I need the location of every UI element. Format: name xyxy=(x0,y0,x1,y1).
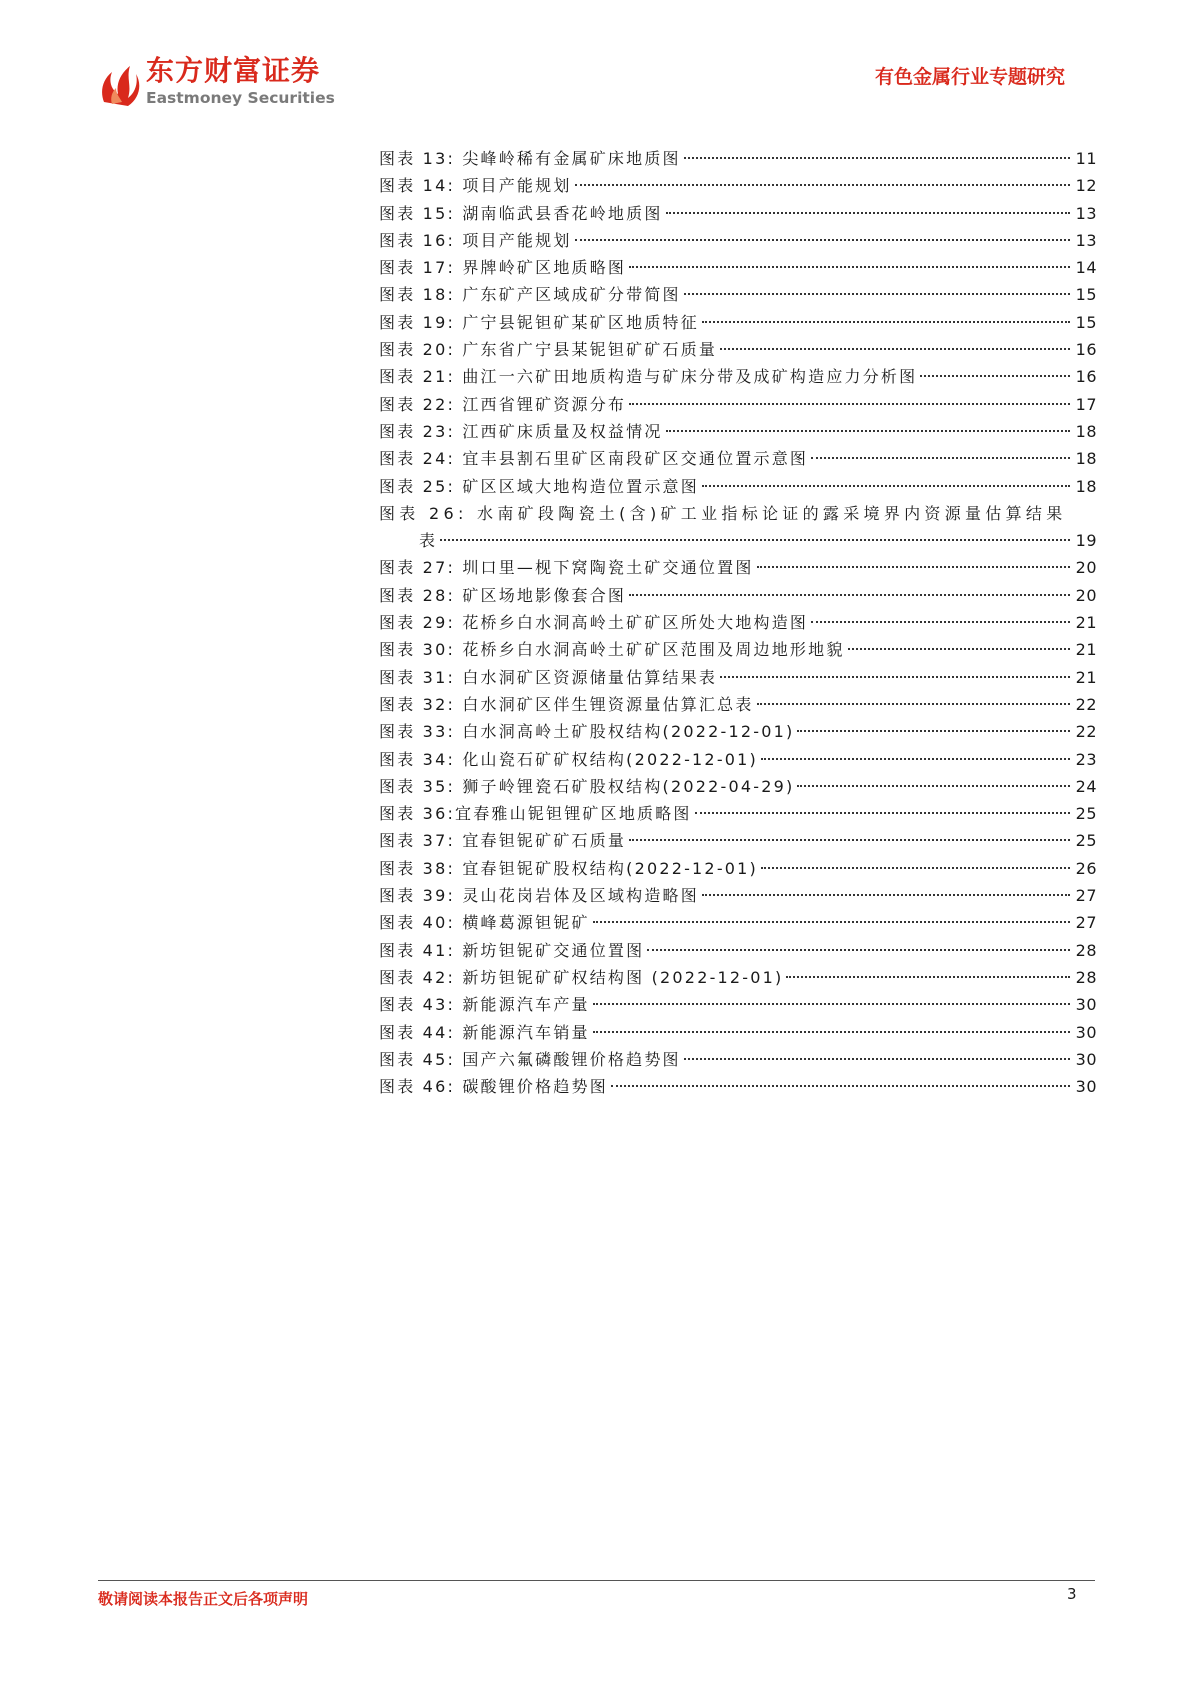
brand-name-cn: 东方财富证券 xyxy=(146,54,321,87)
toc-entry[interactable] xyxy=(379,200,1097,227)
toc-leader-dots xyxy=(920,375,1069,377)
toc-page-number: 16 xyxy=(1075,367,1097,387)
toc-page-number: 30 xyxy=(1075,1077,1097,1097)
toc-entry[interactable] xyxy=(379,227,1097,254)
toc-entry-label: 图表 25: 矿区区域大地构造位置示意图 xyxy=(379,476,699,496)
toc-leader-dots xyxy=(684,157,1070,159)
toc-page-number: 14 xyxy=(1075,258,1097,278)
toc-page-number: 22 xyxy=(1075,694,1097,714)
toc-page-number: 11 xyxy=(1075,149,1097,168)
toc-leader-dots xyxy=(684,293,1070,295)
toc-entry-label: 图表 30: 花桥乡白水洞高岭土矿矿区范围及周边地形地貌 xyxy=(379,640,845,660)
toc-entry-label: 图表 40: 横峰葛源钽铌矿 xyxy=(379,913,590,933)
brand-logo xyxy=(98,52,338,112)
toc-leader-dots xyxy=(666,212,1070,214)
toc-entry[interactable] xyxy=(379,145,1097,172)
toc-entry-label: 图表 21: 曲江一六矿田地质构造与矿床分带及成矿构造应力分析图 xyxy=(379,367,918,387)
toc-entry-label: 图表 44: 新能源汽车销量 xyxy=(379,1022,590,1042)
toc-page-number: 20 xyxy=(1075,558,1097,578)
toc-leader-dots xyxy=(811,621,1070,623)
toc-entry-label: 图表 31: 白水洞矿区资源储量估算结果表 xyxy=(379,667,718,687)
toc-leader-dots xyxy=(629,403,1070,405)
toc-entry[interactable] xyxy=(379,964,1097,991)
toc-entry-label: 图表 24: 宜丰县割石里矿区南段矿区交通位置示意图 xyxy=(379,449,809,469)
toc-entry[interactable] xyxy=(379,1019,1097,1046)
toc-leader-dots xyxy=(761,758,1070,760)
toc-page-number: 24 xyxy=(1075,776,1097,796)
toc-page-number: 21 xyxy=(1075,667,1097,687)
toc-entry[interactable] xyxy=(379,500,1097,527)
toc-entry-label: 图表 18: 广东矿产区域成矿分带简图 xyxy=(379,285,681,305)
toc-entry[interactable] xyxy=(379,391,1097,418)
toc-page-number: 25 xyxy=(1075,804,1097,824)
toc-entry[interactable] xyxy=(379,582,1097,609)
toc-entry-label: 图表 29: 花桥乡白水洞高岭土矿矿区所处大地构造图 xyxy=(379,613,809,633)
toc-leader-dots xyxy=(647,949,1069,951)
toc-page-number: 27 xyxy=(1075,886,1097,906)
toc-entry-label: 图表 14: 项目产能规划 xyxy=(379,176,572,196)
toc-leader-dots xyxy=(575,239,1070,241)
toc-leader-dots xyxy=(593,921,1070,923)
toc-leader-dots xyxy=(811,457,1070,459)
toc-entry[interactable] xyxy=(379,773,1097,800)
toc-entry[interactable] xyxy=(379,937,1097,964)
toc-leader-dots xyxy=(702,485,1070,487)
toc-leader-dots xyxy=(797,785,1069,787)
toc-entry[interactable] xyxy=(379,418,1097,445)
toc-entry-label-cont: 表 xyxy=(419,531,438,551)
toc-leader-dots xyxy=(720,348,1070,350)
toc-entry-label: 图表 36:宜春雅山铌钽锂矿区地质略图 xyxy=(379,804,692,824)
toc-entry-label: 图表 38: 宜春钽铌矿股权结构(2022-12-01) xyxy=(379,858,758,878)
toc-entry-label: 图表 28: 矿区场地影像套合图 xyxy=(379,585,627,605)
toc-entry[interactable] xyxy=(379,473,1097,500)
toc-leader-dots xyxy=(695,812,1070,814)
toc-entry[interactable] xyxy=(379,718,1097,745)
toc-page-number: 15 xyxy=(1075,312,1097,332)
toc-page-number: 13 xyxy=(1075,203,1097,223)
toc-page-number: 19 xyxy=(1075,531,1097,551)
toc-entry[interactable] xyxy=(379,827,1097,854)
toc-entry[interactable] xyxy=(379,636,1097,663)
toc-page-number: 25 xyxy=(1075,831,1097,851)
toc-entry-label: 图表 32: 白水洞矿区伴生锂资源量估算汇总表 xyxy=(379,694,754,714)
toc-entry[interactable] xyxy=(379,363,1097,390)
toc-leader-dots xyxy=(629,266,1070,268)
toc-entry[interactable] xyxy=(379,691,1097,718)
toc-entry-label: 图表 42: 新坊钽铌矿矿权结构图 (2022-12-01) xyxy=(379,967,784,987)
toc-page-number: 21 xyxy=(1075,613,1097,633)
toc-leader-dots xyxy=(757,566,1070,568)
toc-page-number: 26 xyxy=(1075,858,1097,878)
toc-entry-continuation[interactable] xyxy=(379,527,1097,554)
toc-entry[interactable] xyxy=(379,1046,1097,1073)
toc-page-number: 18 xyxy=(1075,449,1097,469)
toc-page-number: 30 xyxy=(1075,995,1097,1015)
toc-entry[interactable] xyxy=(379,309,1097,336)
toc-leader-dots xyxy=(757,703,1070,705)
toc-entry-label: 图表 34: 化山瓷石矿矿权结构(2022-12-01) xyxy=(379,749,758,769)
toc-page-number: 20 xyxy=(1075,585,1097,605)
toc-page-number: 21 xyxy=(1075,640,1097,660)
toc-entry[interactable] xyxy=(379,991,1097,1018)
toc-leader-dots xyxy=(702,321,1070,323)
toc-page-number: 12 xyxy=(1075,176,1097,196)
toc-page-number: 28 xyxy=(1075,967,1097,987)
toc-entry-label: 图表 17: 界牌岭矿区地质略图 xyxy=(379,258,627,278)
toc-entry-label: 图表 43: 新能源汽车产量 xyxy=(379,995,590,1015)
toc-page-number: 27 xyxy=(1075,913,1097,933)
toc-entry[interactable] xyxy=(379,281,1097,308)
toc-leader-dots xyxy=(684,1058,1070,1060)
toc-entry[interactable] xyxy=(379,855,1097,882)
toc-page-number: 18 xyxy=(1075,421,1097,441)
footer-disclaimer: 敬请阅读本报告正文后各项声明 xyxy=(98,1590,309,1608)
toc-entry-label: 图表 27: 圳口里—枧下窝陶瓷土矿交通位置图 xyxy=(379,558,754,578)
toc-entry-label: 图表 33: 白水洞高岭土矿股权结构(2022-12-01) xyxy=(379,722,795,742)
toc-leader-dots xyxy=(440,539,1069,541)
report-type: 有色金属行业专题研究 xyxy=(874,66,1065,88)
toc-page-number: 23 xyxy=(1075,749,1097,769)
toc-entry-label: 图表 41: 新坊钽铌矿交通位置图 xyxy=(379,940,645,960)
toc-leader-dots xyxy=(593,1031,1070,1033)
toc-entry[interactable] xyxy=(379,609,1097,636)
toc-entry-label: 图表 23: 江西矿床质量及权益情况 xyxy=(379,421,663,441)
toc-entry-label: 图表 16: 项目产能规划 xyxy=(379,230,572,250)
toc-leader-dots xyxy=(593,1003,1070,1005)
flame-logo-icon xyxy=(98,52,140,108)
toc-entry-label: 图表 39: 灵山花岗岩体及区域构造略图 xyxy=(379,886,699,906)
toc-entry[interactable] xyxy=(379,445,1097,472)
toc-page-number: 16 xyxy=(1075,340,1097,360)
toc-leader-dots xyxy=(761,867,1070,869)
toc-page-number: 28 xyxy=(1075,940,1097,960)
toc-entry[interactable] xyxy=(379,254,1097,281)
toc-page-number: 22 xyxy=(1075,722,1097,742)
toc-leader-dots xyxy=(629,594,1070,596)
toc-leader-dots xyxy=(797,730,1069,732)
toc-entry-label: 图表 13: 尖峰岭稀有金属矿床地质图 xyxy=(379,149,681,168)
toc-entry-label: 图表 46: 碳酸锂价格趋势图 xyxy=(379,1077,608,1097)
toc-entry-label: 图表 37: 宜春钽铌矿矿石质量 xyxy=(379,831,627,851)
toc-leader-dots xyxy=(611,1085,1070,1087)
toc-page-number: 30 xyxy=(1075,1022,1097,1042)
footer-divider xyxy=(98,1580,1095,1581)
toc-entry-label: 图表 20: 广东省广宁县某铌钽矿矿石质量 xyxy=(379,340,718,360)
toc-entry-label: 图表 45: 国产六氟磷酸锂价格趋势图 xyxy=(379,1049,681,1069)
toc-entry[interactable] xyxy=(379,882,1097,909)
toc-leader-dots xyxy=(666,430,1070,432)
toc-page-number: 17 xyxy=(1075,394,1097,414)
toc-entry[interactable] xyxy=(379,554,1097,581)
page-header xyxy=(0,0,1190,120)
toc-leader-dots xyxy=(629,839,1070,841)
toc-entry-label: 图表 26: 水南矿段陶瓷土(含)矿工业指标论证的露采境界内资源量估算结果 xyxy=(379,503,1067,523)
toc-entry[interactable] xyxy=(379,1073,1097,1100)
toc-entry[interactable] xyxy=(379,172,1097,199)
toc-entry[interactable] xyxy=(379,664,1097,691)
toc-page-number: 15 xyxy=(1075,285,1097,305)
toc-leader-dots xyxy=(786,976,1069,978)
toc-entry-label: 图表 19: 广宁县铌钽矿某矿区地质特征 xyxy=(379,312,699,332)
toc-leader-dots xyxy=(702,894,1070,896)
brand-name-en: Eastmoney Securities xyxy=(146,89,335,107)
toc-leader-dots xyxy=(848,648,1070,650)
figure-index-list xyxy=(379,145,1097,1100)
toc-page-number: 13 xyxy=(1075,230,1097,250)
toc-entry[interactable] xyxy=(379,800,1097,827)
toc-page-number: 18 xyxy=(1075,476,1097,496)
toc-entry-label: 图表 22: 江西省锂矿资源分布 xyxy=(379,394,627,414)
toc-page-number: 30 xyxy=(1075,1049,1097,1069)
toc-entry[interactable] xyxy=(379,336,1097,363)
toc-entry[interactable] xyxy=(379,746,1097,773)
page-number: 3 xyxy=(1067,1585,1077,1603)
toc-entry-label: 图表 15: 湖南临武县香花岭地质图 xyxy=(379,203,663,223)
toc-entry[interactable] xyxy=(379,909,1097,936)
toc-entry-label: 图表 35: 狮子岭锂瓷石矿股权结构(2022-04-29) xyxy=(379,776,795,796)
toc-leader-dots xyxy=(720,676,1070,678)
toc-leader-dots xyxy=(575,184,1070,186)
